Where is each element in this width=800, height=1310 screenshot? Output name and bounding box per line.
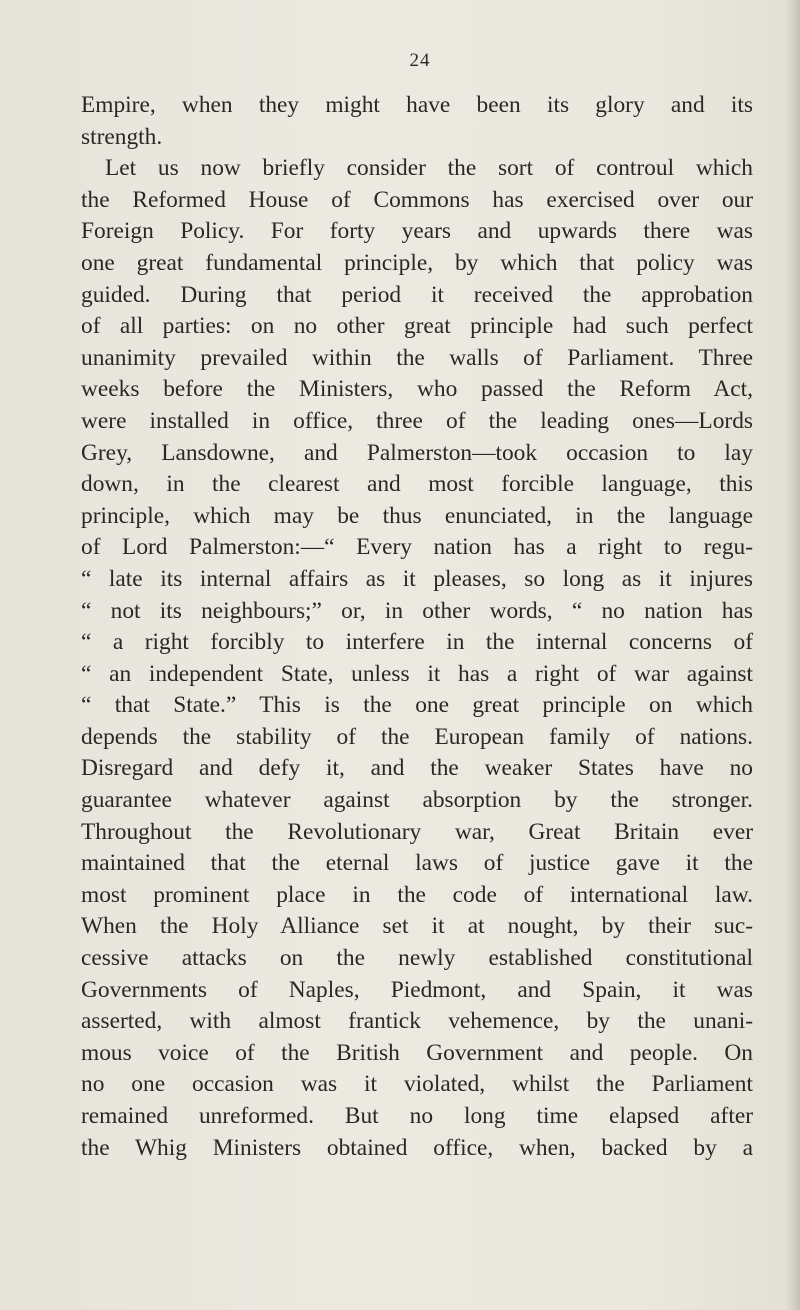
text-line: were installed in office, three of the leading ones—Lords (81, 407, 753, 434)
text-line: down, in the clearest and most forcible language, this (81, 471, 753, 498)
text-line: mous voice of the British Government and people. On (81, 1039, 753, 1066)
text-line: Foreign Policy. For forty years and upwards there was (81, 218, 753, 245)
text-line: Disregard and defy it, and the weaker States have no (81, 755, 753, 782)
text-line: guided. During that period it received the approbation (81, 281, 753, 308)
text-line: Throughout the Revolutionary war, Great Britain ever (81, 818, 753, 845)
text-line: depends the stability of the European family of nations. (81, 723, 753, 750)
text-line: “ an independent State, unless it has a right of war against (81, 660, 753, 687)
text-line: Grey, Lansdowne, and Palmerston—took occasion to lay (81, 439, 753, 466)
text-line: “ not its neighbours;” or, in other words, “ no nation has (81, 597, 753, 624)
text-line: no one occasion was it violated, whilst the Parliament (81, 1071, 753, 1098)
text-line: Governments of Naples, Piedmont, and Spain, it was (81, 976, 753, 1003)
text-line: “ late its internal affairs as it pleases, so long as it injures (81, 565, 753, 592)
text-line: remained unreformed. But no long time elapsed after (81, 1103, 753, 1129)
text-line: the Reformed House of Commons has exercised over our (81, 186, 753, 213)
text-line: of all parties: on no other great principle had such perfect (81, 313, 753, 340)
text-line: Empire, when they might have been its glory and its (81, 92, 753, 118)
text-line: one great fundamental principle, by which that policy was (81, 249, 753, 276)
text-line: “ that State.” This is the one great principle on which (81, 692, 753, 719)
text-line: “ a right forcibly to interfere in the internal concerns of (81, 629, 753, 656)
page-number: 24 (409, 50, 431, 71)
text-line: asserted, with almost frantick vehemence, by the unani- (81, 1008, 753, 1035)
text-line: principle, which may be thus enunciated, in the language (81, 502, 753, 529)
body-text (81, 90, 753, 1164)
page-edge-shadow (786, 0, 800, 1310)
text-line: cessive attacks on the newly established constitutional (81, 945, 753, 972)
text-line: weeks before the Ministers, who passed the Reform Act, (81, 376, 753, 403)
text-line: Let us now briefly consider the sort of controul which (105, 155, 753, 182)
text-line: the Whig Ministers obtained office, when, backed by a (81, 1134, 753, 1161)
text-line: most prominent place in the code of international law. (81, 881, 753, 908)
text-line: unanimity prevailed within the walls of Parliament. Three (81, 344, 753, 371)
text-line: strength. (81, 123, 163, 150)
text-line: of Lord Palmerston:—“ Every nation has a right to regu- (81, 534, 753, 561)
text-line: guarantee whatever against absorption by the stronger. (81, 787, 753, 814)
text-line: maintained that the eternal laws of justice gave it the (81, 850, 753, 877)
text-line: When the Holy Alliance set it at nought, by their suc- (81, 913, 753, 940)
